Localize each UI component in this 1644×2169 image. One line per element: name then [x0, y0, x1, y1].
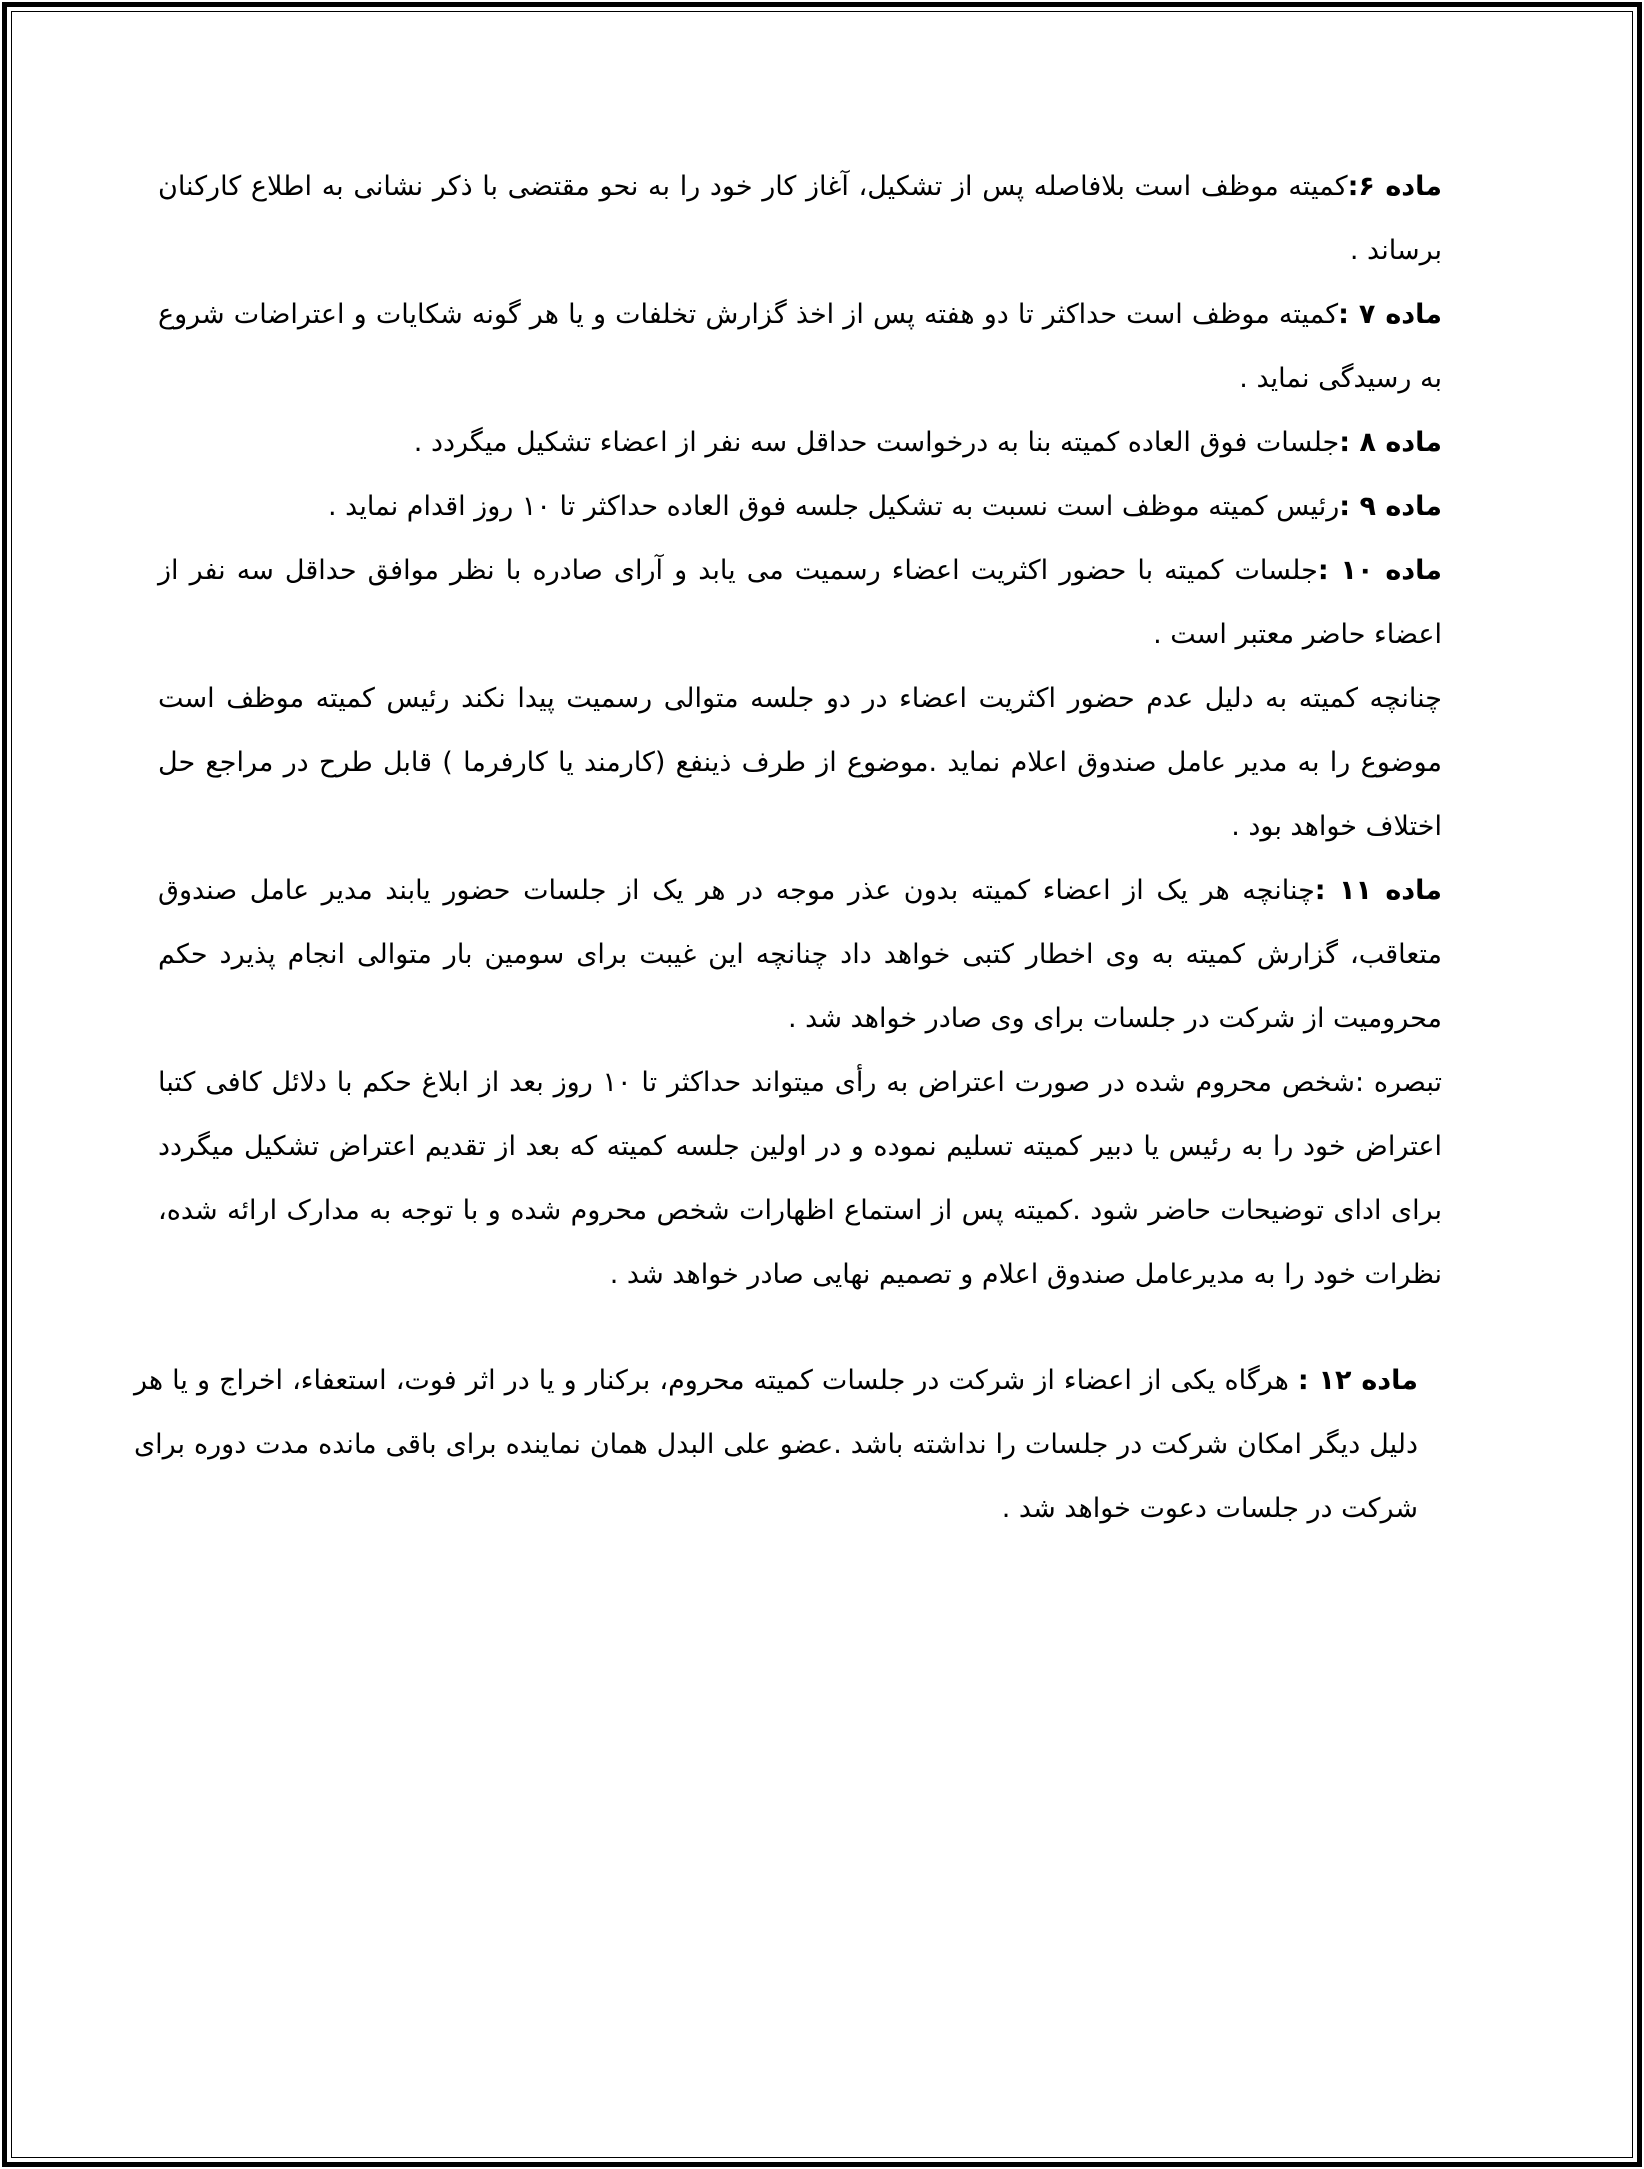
article-text: کمیته موظف است حداکثر تا دو هفته پس از اخذ گزارش تخلفات و یا هر گونه شکایات و اعتراضات شروع به رسیدگی نماید . [158, 299, 1442, 394]
article-label: ماده ۱۲ : [1297, 1365, 1418, 1396]
document-body [134, 155, 1442, 1541]
article-7 [158, 283, 1442, 411]
article-label: ماده ۱۰ : [1317, 555, 1442, 586]
article-text: رئیس کمیته موظف است نسبت به تشکیل جلسه فوق العاده حداکثر تا ۱۰ روز اقدام نماید . [328, 491, 1340, 522]
article-text: هرگاه یکی از اعضاء از شرکت در جلسات کمیته محروم، برکنار و یا در اثر فوت، استعفاء، اخراج و یا هر دلیل دیگر امکان شرکت در جلسات را نداشته باشد .عضو علی البدل همان نماینده برای باقی مانده مدت دوره برای شرکت در جلسات دعوت خواهد شد . [134, 1365, 1418, 1524]
article-11 [158, 859, 1442, 1051]
article-label: ماده ۷ : [1338, 299, 1442, 330]
article-10-note [158, 667, 1442, 859]
article-9 [158, 475, 1442, 539]
article-label: ماده ۱۱ : [1314, 875, 1442, 906]
article-label: ماده ۶: [1347, 171, 1442, 202]
article-8 [158, 411, 1442, 475]
article-6 [158, 155, 1442, 283]
article-label: ماده ۸ : [1339, 427, 1442, 458]
article-text: چنانچه کمیته به دلیل عدم حضور اکثریت اعضاء در دو جلسه متوالی رسمیت پیدا نکند رئیس کمیته موظف است موضوع را به مدیر عامل صندوق اعلام نماید .موضوع از طرف ذینفع (کارمند یا کارفرما ) قابل طرح در مراجع حل اختلاف خواهد بود . [158, 683, 1442, 842]
article-label: ماده ۹ : [1339, 491, 1442, 522]
article-text: چنانچه هر یک از اعضاء کمیته بدون عذر موجه در هر یک از جلسات حضور یابند مدیر عامل صندوق متعاقب، گزارش کمیته به وی اخطار کتبی خواهد داد چنانچه این غیبت برای سومین بار متوالی انجام پذیرد حکم محرومیت از شرکت در جلسات برای وی صادر خواهد شد . [158, 875, 1442, 1034]
article-text: جلسات فوق العاده کمیته بنا به درخواست حداقل سه نفر از اعضاء تشکیل میگردد . [413, 427, 1340, 458]
article-text: جلسات کمیته با حضور اکثریت اعضاء رسمیت می یابد و آرای صادره با نظر موافق حداقل سه نفر از اعضاء حاضر معتبر است . [158, 555, 1442, 650]
article-12 [134, 1349, 1418, 1541]
article-11-note [158, 1051, 1442, 1307]
article-text: تبصره :شخص محروم شده در صورت اعتراض به رأی میتواند حداکثر تا ۱۰ روز بعد از ابلاغ حکم با دلائل کافی کتبا اعتراض خود را به رئیس یا دبیر کمیته تسلیم نموده و در اولین جلسه کمیته که بعد از تقدیم اعتراض تشکیل میگردد برای ادای توضیحات حاضر شود .کمیته پس از استماع اظهارات شخص محروم شده و با توجه به مدارک ارائه شده، نظرات خود را به مدیرعامل صندوق اعلام و تصمیم نهایی صادر خواهد شد . [158, 1067, 1442, 1290]
article-10 [158, 539, 1442, 667]
article-text: کمیته موظف است بلافاصله پس از تشکیل، آغاز کار خود را به نحو مقتضی با ذکر نشانی به اطلاع کارکنان برساند . [158, 171, 1442, 266]
